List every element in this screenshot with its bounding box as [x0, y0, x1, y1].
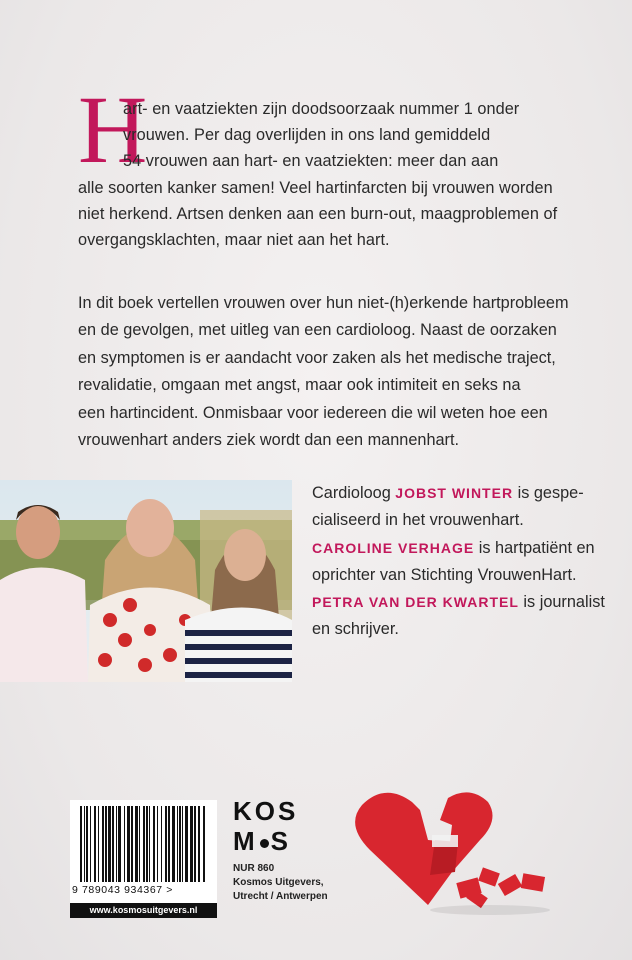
logo-top: KOS [233, 796, 299, 826]
puzzle-heart-image [340, 780, 560, 920]
intro-line: 54 vrouwen aan hart- en vaatziekten: meer dan aan [123, 152, 499, 170]
bio-line [312, 535, 612, 562]
logo-bottom [233, 826, 298, 856]
publisher-name: Kosmos Uitgevers, [233, 877, 324, 888]
description-line: en de gevolgen, met uitleg van een cardioloog. Naast de oorzaken [78, 321, 557, 340]
logo-letter: M [233, 826, 258, 856]
intro-line: vrouwen. Per dag overlijden in ons land gemiddeld [123, 126, 491, 144]
isbn-number: 9 789043 934367 > [72, 884, 173, 896]
publisher-info [233, 862, 328, 904]
publisher-url: www.kosmosuitgevers.nl [70, 903, 217, 918]
intro-line: alle soorten kanker samen! Veel hartinfarcten bij vrouwen worden [78, 179, 553, 197]
intro-line: overgangsklachten, maar niet aan het hart. [78, 231, 390, 249]
bio-text: is hartpatiënt en [474, 538, 595, 557]
description-line: een hartincident. Onmisbaar voor iedereen die wil weten hoe een [78, 403, 548, 422]
bio-text: Cardioloog [312, 484, 396, 502]
bio-text: is gespe- [513, 484, 584, 502]
author-name: PETRA VAN DER KWARTEL [312, 594, 519, 611]
authors-photo [0, 480, 292, 682]
description-line: In dit boek vertellen vrouwen over hun niet-(h)erkende hartprobleem [78, 294, 569, 312]
intro-line: art- en vaatziekten zijn doodsoorzaak nummer 1 onder [123, 100, 520, 118]
barcode-bars [80, 806, 227, 890]
intro-line: niet herkend. Artsen denken aan een burn-out, maagproblemen of [78, 205, 558, 223]
bio-line: en schrijver. [312, 620, 399, 639]
logo-dot [260, 839, 269, 848]
author-name: CAROLINE VERHAGE [312, 539, 475, 556]
barcode [70, 800, 217, 918]
author-bios [312, 480, 612, 644]
description-line: vrouwenhart anders ziek wordt dan een mannenhart. [78, 431, 460, 450]
bio-line: oprichter van Stichting VrouwenHart. [312, 565, 577, 584]
author-name: JOBST WINTER [395, 485, 514, 501]
publisher-city: Utrecht / Antwerpen [233, 891, 328, 902]
publisher-logo [233, 796, 298, 856]
drop-cap: H [78, 76, 148, 183]
bio-text: is journalist [518, 593, 605, 612]
bio-line [312, 589, 612, 616]
bio-line [312, 480, 612, 507]
description-paragraph [78, 290, 578, 454]
description-line: revalidatie, omgaan met angst, maar ook intimiteit en seks na [78, 376, 521, 395]
nur-code: NUR 860 [233, 863, 275, 874]
description-line: en symptomen is er aandacht voor zaken als het medische traject, [78, 348, 556, 367]
bio-line: cialiseerd in het vrouwenhart. [312, 511, 524, 530]
logo-letter: S [270, 826, 292, 856]
